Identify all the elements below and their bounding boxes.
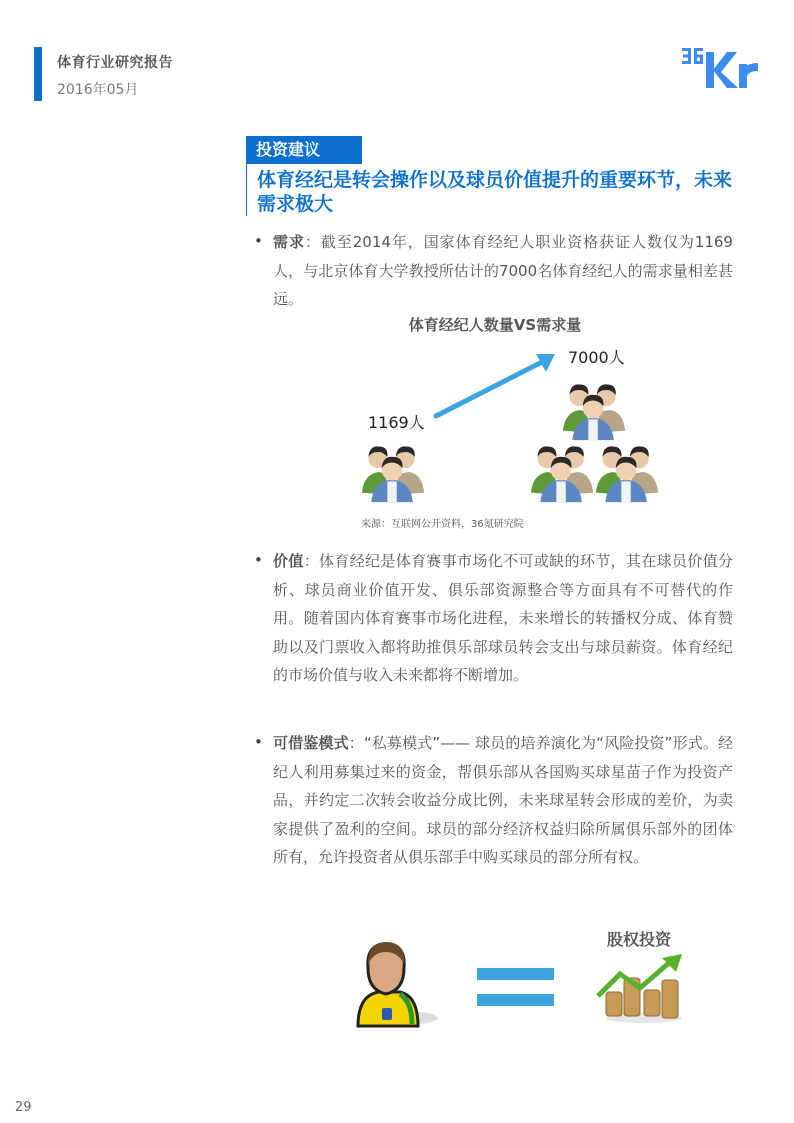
section-tag: 投资建议 [246, 136, 362, 164]
coins-growth-icon [594, 952, 686, 1024]
section-title: 体育经纪是转会操作以及球员价值提升的重要环节，未来需求极大 [257, 169, 733, 215]
football-player-icon [352, 938, 442, 1030]
people-group-icon [594, 438, 660, 504]
header-accent-bar [34, 47, 42, 101]
report-date: 2016年05月 [57, 82, 139, 98]
bullet-label: 价值 [273, 552, 304, 570]
bullet-text: 截至2014年，国家体育经纪人职业资格获证人数仅为1169人，与北京体育大学教授所估计的7000名体育经纪人的需求量相差甚远。 [273, 233, 733, 308]
36kr-logo-icon [682, 44, 762, 90]
bullet-value: 价值：体育经纪是体育赛事市场化不可或缺的环节，其在球员价值分析、球员商业价值开发、俱乐部资源整合等方面具有不可替代的作用。随着国内体育赛事市场化进程，未来增长的转播权分成、体育赞助以及门票收入都将助推俱乐部球员转会支出与球员薪资。体育经纪的市场价值与收入未来都将不断增加。 [273, 552, 733, 684]
equals-bar-bottom [477, 994, 554, 1006]
demand-label: 7000人 [568, 348, 625, 367]
people-group-icon [561, 376, 627, 442]
bullet-text: “私募模式”—— 球员的培养演化为“风险投资”形式。经纪人利用募集过来的资金，帮俱乐部从各国购买球星苗子作为投资产品，并约定二次转会收益分成比例，未来球星转会形成的差价，为卖家提供了盈利的空间。球员的部分经济权益归除所属俱乐部外的团体所有，允许投资者从俱乐部手中购买球员的部分所有权。 [273, 734, 733, 866]
growth-arrow-icon [430, 350, 560, 422]
bullet-demand: 需求：截至2014年，国家体育经纪人职业资格获证人数仅为1169人，与北京体育大学教授所估计的7000名体育经纪人的需求量相差甚远。 [273, 233, 733, 308]
people-group-icon [529, 438, 595, 504]
section-divider [246, 164, 247, 216]
people-group-icon [360, 438, 426, 504]
current-label: 1169人 [368, 413, 425, 432]
bullet-dot: • [254, 232, 263, 250]
equity-investment-label: 股权投资 [607, 930, 672, 949]
page-number: 29 [15, 1100, 32, 1115]
bullet-dot: • [254, 733, 263, 751]
figure-title: 体育经纪人数量VS需求量 [408, 316, 582, 334]
equals-bar-top [477, 968, 554, 980]
bullet-dot: • [254, 551, 263, 569]
report-title: 体育行业研究报告 [57, 55, 173, 71]
bullet-text: 体育经纪是体育赛事市场化不可或缺的环节，其在球员价值分析、球员商业价值开发、俱乐部资源整合等方面具有不可替代的作用。随着国内体育赛事市场化进程，未来增长的转播权分成、体育赞助以及门票收入都将助推俱乐部球员转会支出与球员薪资。体育经纪的市场价值与收入未来都将不断增加。 [273, 552, 733, 684]
bullet-label: 需求 [273, 233, 305, 251]
figure-source: 来源：互联网公开资料，36氪研究院 [361, 519, 524, 530]
bullet-model: 可借鉴模式：“私募模式”—— 球员的培养演化为“风险投资”形式。经纪人利用募集过来的资金，帮俱乐部从各国购买球星苗子作为投资产品，并约定二次转会收益分成比例，未来球星转会形成的差价，为卖家提供了盈利的空间。球员的部分经济权益归除所属俱乐部外的团体所有，允许投资者从俱乐部手中购买球员的部分所有权。 [273, 734, 733, 866]
bullet-label: 可借鉴模式 [273, 734, 349, 752]
